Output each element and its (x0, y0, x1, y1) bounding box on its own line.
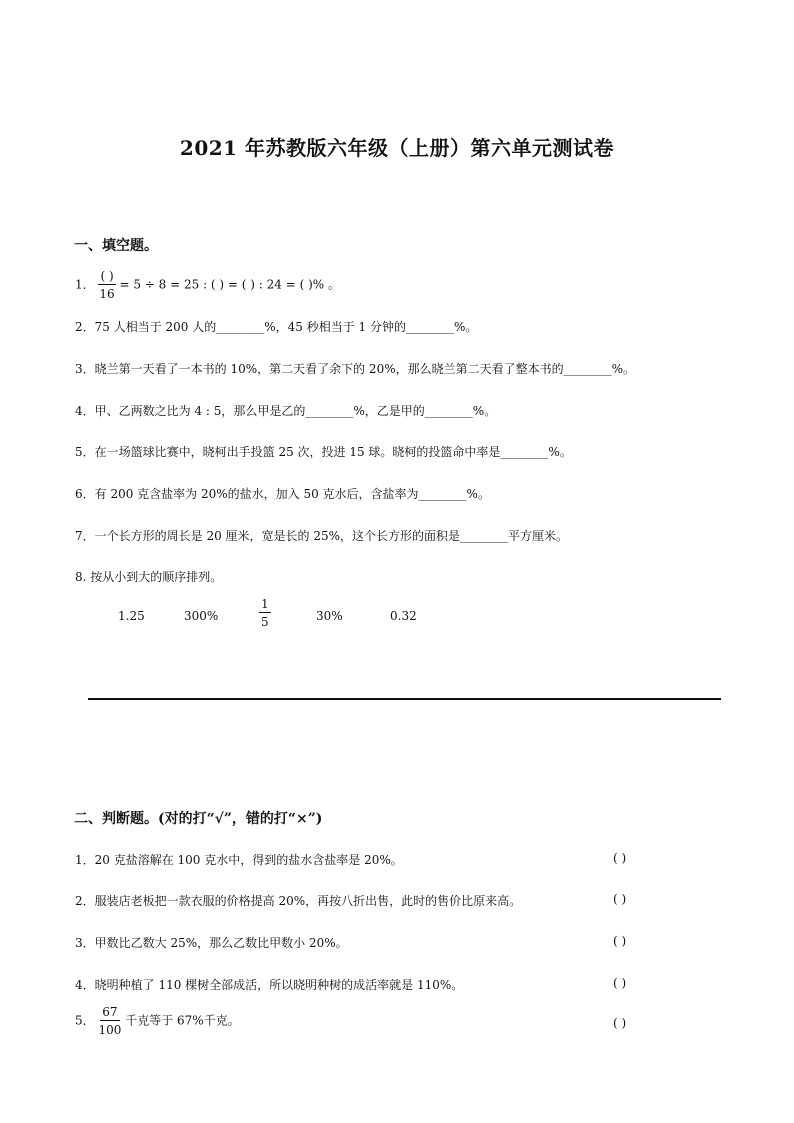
answer-parenthesis-5: ( ) (613, 1016, 627, 1030)
question-1-8: 8. 按从小到大的顺序排列。 (75, 570, 223, 584)
sequence-item-1: 1.25 (118, 609, 145, 623)
sequence-item-4: 0.32 (390, 609, 417, 623)
sequence-item-fraction (259, 598, 271, 628)
sequence-item-3: 30% (316, 609, 343, 623)
question-1-2: 2．75 人相当于 200 人的________%，45 秒相当于 1 分钟的________%。 (75, 320, 478, 334)
fraction (259, 598, 271, 628)
fraction-numerator: ( ) (100, 269, 114, 283)
sequence-item-2: 300% (184, 609, 219, 623)
page-title: 2021 年苏教版六年级（上册）第六单元测试卷 (179, 136, 615, 160)
fraction-numerator: 67 (102, 1005, 118, 1019)
judge-question-5 (75, 1006, 240, 1036)
fraction (98, 270, 115, 300)
answer-parenthesis-4: ( ) (613, 976, 627, 990)
question-1-4: 4．甲、乙两数之比为 4 : 5，那么甲是乙的________%，乙是甲的________%。 (75, 404, 497, 418)
question-1-3: 3．晓兰第一天看了一本书的 10%，第二天看了余下的 20%，那么晓兰第二天看了整本书的________%。 (75, 362, 636, 376)
question-1-7: 7．一个长方形的周长是 20 厘米，宽是长的 25%，这个长方形的面积是________平方厘米。 (75, 529, 569, 543)
section-1-heading: 一、填空题。 (74, 238, 158, 254)
fraction-numerator: 1 (261, 597, 269, 611)
equation-text: = 5 ÷ 8 = 25 : ( ) = ( ) : 24 = ( )% 。 (119, 277, 340, 292)
answer-line (88, 698, 721, 700)
question-text: 千克等于 67%千克。 (125, 1013, 240, 1028)
question-number: 1． (75, 277, 95, 292)
answer-parenthesis-1: ( ) (613, 851, 627, 865)
answer-parenthesis-2: ( ) (613, 892, 627, 906)
question-1-6: 6．有 200 克含盐率为 20%的盐水，加入 50 克水后，含盐率为________%。 (75, 487, 490, 501)
question-number: 5． (75, 1013, 95, 1028)
judge-question-3: 3．甲数比乙数大 25%，那么乙数比甲数小 20%。 (75, 936, 348, 950)
fraction-denominator: 100 (98, 1023, 122, 1037)
question-1-1 (75, 270, 340, 300)
judge-question-2: 2．服装店老板把一款衣服的价格提高 20%，再按八折出售，此时的售价比原来高。 (75, 894, 522, 908)
fraction-denominator: 16 (99, 287, 115, 301)
judge-question-1: 1．20 克盐溶解在 100 克水中，得到的盐水含盐率是 20%。 (75, 853, 403, 867)
judge-question-4: 4．晓明种植了 110 棵树全部成活，所以晓明种树的成活率就是 110%。 (75, 978, 464, 992)
question-1-5: 5．在一场篮球比赛中，晓柯出手投篮 25 次，投进 15 球。晓柯的投篮命中率是________%。 (75, 445, 572, 459)
fraction (98, 1006, 121, 1036)
fraction-denominator: 5 (261, 615, 269, 629)
answer-parenthesis-3: ( ) (613, 934, 627, 948)
section-2-heading: 二、判断题。(对的打“√”，错的打“×”) (74, 811, 323, 827)
